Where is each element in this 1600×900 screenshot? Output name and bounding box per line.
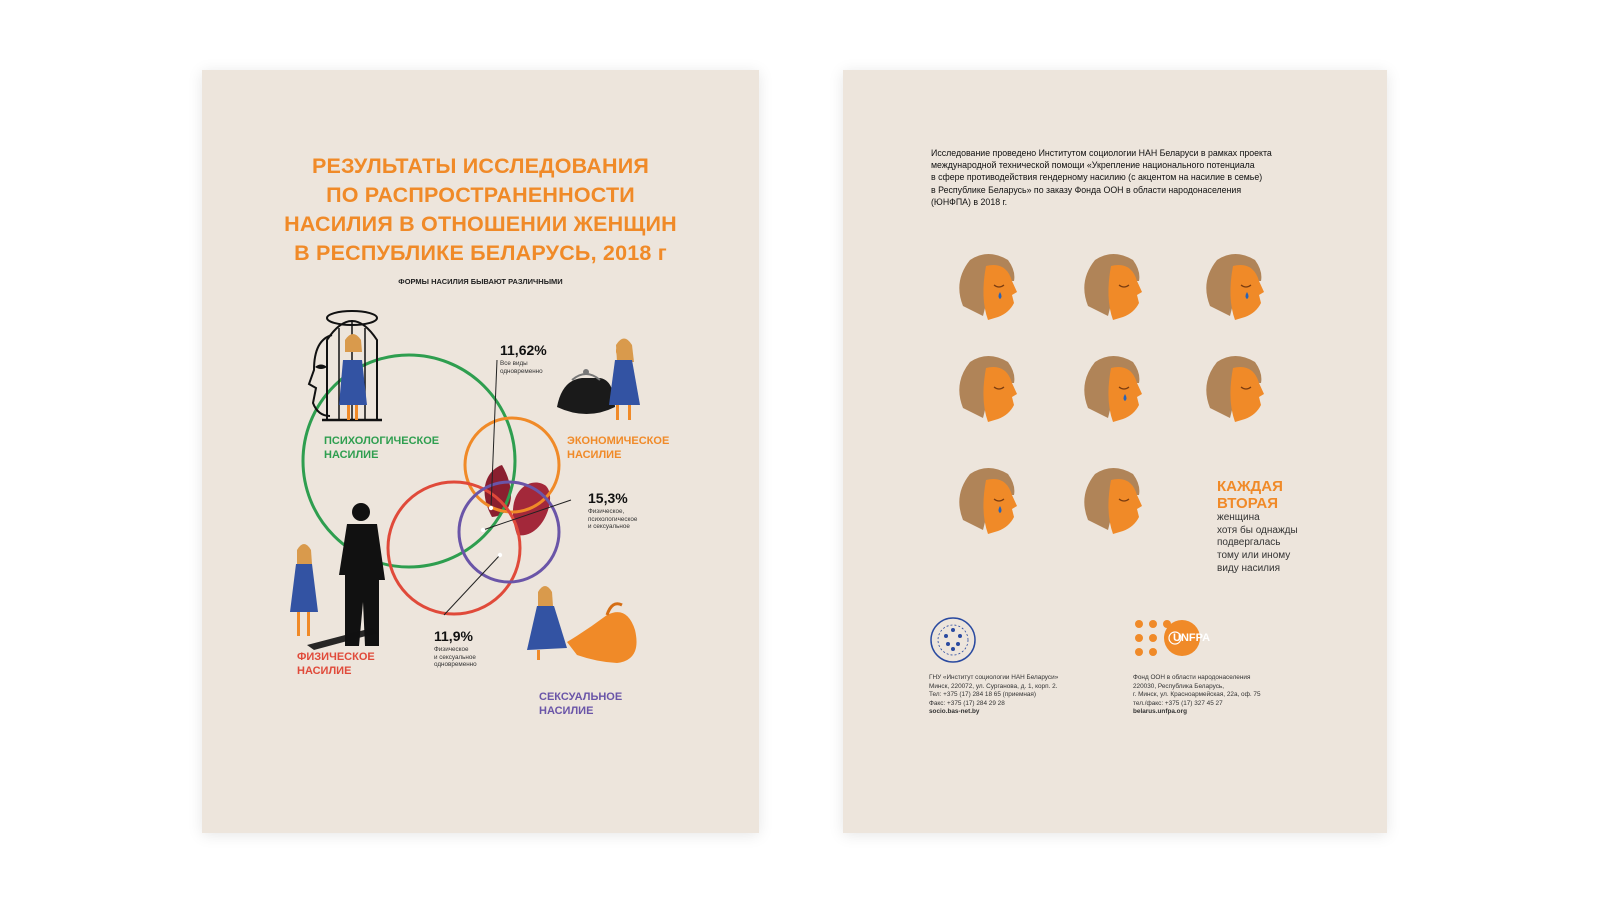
note-line: одновременно xyxy=(434,661,477,669)
contact-line: г. Минск, ул. Красноармейская, 22а, оф. 75 xyxy=(1133,691,1261,699)
contact-line: 220030, Республика Беларусь, xyxy=(1133,682,1224,690)
contact-line: Факс: +375 (17) 284 29 28 xyxy=(929,699,1005,707)
man-woman-illustration xyxy=(290,503,385,650)
label-psychological xyxy=(324,434,439,462)
callout-text-line: виду насилия xyxy=(1217,562,1281,574)
crying-face-icon xyxy=(1206,254,1264,320)
note-line: Физическое, xyxy=(588,508,625,515)
purse-woman-illustration xyxy=(557,339,640,421)
label-physical xyxy=(297,650,375,678)
note-line: и сексуальное xyxy=(434,653,476,661)
title-line: НАСИЛИЯ В ОТНОШЕНИИ ЖЕНЩИН xyxy=(284,212,677,236)
unfpa-logo-text: UNFPA xyxy=(1173,632,1211,644)
label-line: ПСИХОЛОГИЧЕСКОЕ xyxy=(324,435,440,447)
contact-line: Минск, 220072, ул. Сурганова, д. 1, корп. 2. xyxy=(929,682,1058,690)
callout-heading-line: ВТОРАЯ xyxy=(1217,495,1279,512)
callout-text-line: женщина xyxy=(1217,512,1260,523)
stat-three-types-value: 15,3% xyxy=(588,490,628,506)
callout-text-line: хотя бы однажды xyxy=(1217,524,1298,536)
title-line: ПО РАСПРОСТРАНЕННОСТИ xyxy=(326,183,635,207)
note-line: и сексуальное xyxy=(588,523,630,531)
title-line: РЕЗУЛЬТАТЫ ИССЛЕДОВАНИЯ xyxy=(311,154,650,178)
face-icon xyxy=(959,356,1017,422)
unfpa-link[interactable]: belarus.unfpa.org xyxy=(1133,708,1187,716)
pointer-dot xyxy=(498,553,502,557)
callout-text-line: тому или иному xyxy=(1217,550,1291,562)
note-line: одновременно xyxy=(500,367,543,375)
stat-physical-sexual-note xyxy=(434,646,477,669)
label-economic xyxy=(567,434,669,462)
institute-link[interactable]: socio.bas-net.by xyxy=(929,708,980,716)
callout-heading xyxy=(1217,478,1283,512)
hand-woman-illustration xyxy=(527,586,637,663)
intro-line: в сфере противодействия гендерному насилию (с акцентом на насилие в семье) xyxy=(931,172,1263,183)
note-line: психологическое xyxy=(588,515,638,523)
stat-all-types-note xyxy=(500,360,543,375)
pointer-dot xyxy=(481,528,485,532)
crying-face-icon xyxy=(959,468,1017,534)
contact-line: Тел: +375 (17) 284 18 65 (приемная) xyxy=(929,691,1037,699)
poster-page-left xyxy=(202,70,759,833)
institute-contacts xyxy=(929,674,1058,717)
intro-line: Исследование проведено Институтом социологии НАН Беларуси в рамках проекта xyxy=(931,148,1272,158)
note-line: Физическое xyxy=(434,646,469,653)
physical-circle xyxy=(388,482,520,614)
page-subtitle: ФОРМЫ НАСИЛИЯ БЫВАЮТ РАЗЛИЧНЫМИ xyxy=(398,277,563,286)
face-icon xyxy=(1084,254,1142,320)
label-line: НАСИЛИЕ xyxy=(297,665,352,677)
callout-heading-line: КАЖДАЯ xyxy=(1217,478,1283,495)
intro-line: (ЮНФПА) в 2018 г. xyxy=(931,196,1008,207)
label-line: НАСИЛИЕ xyxy=(539,705,594,717)
label-line: ФИЗИЧЕСКОЕ xyxy=(297,651,375,663)
stat-all-types-value: 11,62% xyxy=(500,342,547,358)
callout-text-line: подвергалась xyxy=(1217,537,1281,549)
label-sexual xyxy=(539,690,622,718)
label-line: НАСИЛИЕ xyxy=(567,449,622,461)
intro-line: международной технической помощи «Укрепление национального потенциала xyxy=(931,160,1255,171)
crying-face-icon xyxy=(1084,356,1142,422)
institute-logo xyxy=(929,616,977,664)
face-icon xyxy=(1206,356,1264,422)
contact-line: ГНУ «Институт социологии НАН Беларуси» xyxy=(929,674,1059,681)
label-line: НАСИЛИЕ xyxy=(324,449,379,461)
label-line: ЭКОНОМИЧЕСКОЕ xyxy=(567,435,670,447)
unfpa-contacts xyxy=(1133,674,1261,717)
faces-grid xyxy=(843,70,1387,833)
intro-line: в Республике Беларусь» по заказу Фонда ООН в области народонаселения xyxy=(931,184,1242,195)
pointer-dot xyxy=(489,506,493,510)
face-icon xyxy=(1084,468,1142,534)
poster-page-right xyxy=(843,70,1387,833)
venn-diagram xyxy=(202,70,759,833)
stat-physical-sexual-value: 11,9% xyxy=(434,628,473,644)
crying-face-icon xyxy=(959,254,1017,320)
callout-text xyxy=(1217,512,1298,576)
contact-line: тел./факс: +375 (17) 327 45 27 xyxy=(1133,699,1223,707)
label-line: СЕКСУАЛЬНОЕ xyxy=(539,691,623,703)
note-line: Все виды xyxy=(500,360,528,367)
title-line: В РЕСПУБЛИКЕ БЕЛАРУСЬ, 2018 г xyxy=(294,241,667,265)
stat-three-types-note xyxy=(588,508,637,531)
contact-line: Фонд ООН в области народонаселения xyxy=(1133,674,1251,681)
